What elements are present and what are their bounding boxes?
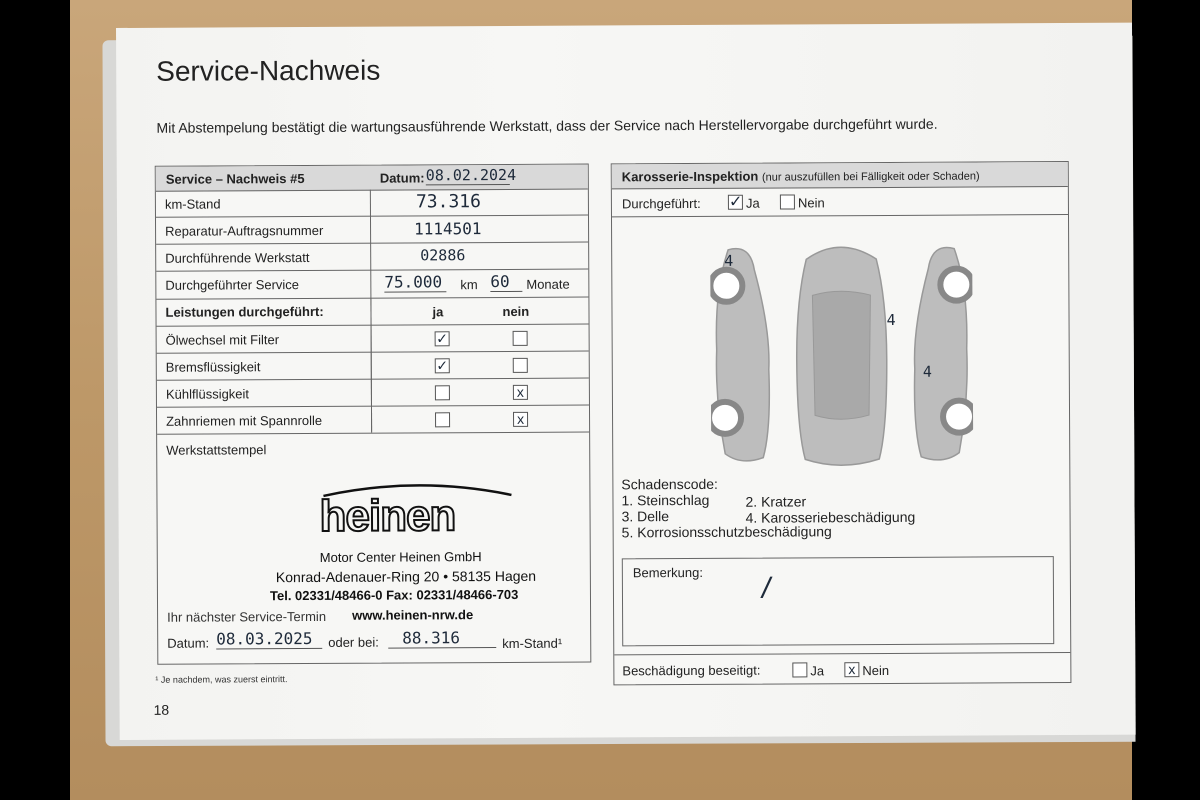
- months-label: Monate: [526, 276, 570, 292]
- stamp-phone: Tel. 02331/48466-0 Fax: 02331/48466-703: [269, 586, 519, 604]
- km-label: km-Stand: [164, 196, 221, 212]
- date-value: 08.02.2024: [425, 165, 517, 185]
- done-nein-label: Nein: [797, 195, 825, 211]
- body-inspection-box: [611, 161, 1072, 685]
- ja-checkbox[interactable]: ✓: [436, 330, 449, 347]
- nein-checkbox[interactable]: x: [513, 385, 528, 400]
- km-value: 73.316: [415, 191, 482, 213]
- service-item-label: Ölwechsel mit Filter: [165, 332, 280, 348]
- damage-mark: 4: [886, 310, 896, 329]
- oder-bei-label: oder bei:: [328, 634, 379, 650]
- ja-header: ja: [432, 304, 444, 320]
- damage-code-item: 3. Delle: [621, 508, 670, 525]
- table-row: [157, 325, 589, 354]
- fixed-label: Beschädigung beseitigt:: [622, 662, 761, 679]
- table-row: [156, 216, 588, 245]
- ja-checkbox[interactable]: [435, 385, 450, 400]
- background-right: [1132, 0, 1200, 800]
- table-row: [156, 189, 588, 218]
- next-date-value: 08.03.2025: [216, 629, 322, 650]
- done-row: [612, 186, 1068, 217]
- remark-value: /: [758, 572, 775, 603]
- date-label: Datum:: [379, 170, 425, 186]
- car-top-view: [796, 247, 887, 465]
- done-nein-checkbox[interactable]: [780, 194, 795, 209]
- service-km-value: 75.000: [384, 272, 446, 292]
- nein-checkbox[interactable]: [513, 358, 528, 373]
- car-diagram: [710, 239, 973, 470]
- done-ja-checkbox[interactable]: ✓: [728, 193, 743, 211]
- service-item-label: Kühlflüssigkeit: [165, 386, 250, 402]
- intro-text: Mit Abstempelung bestätigt die wartungsausführende Werkstatt, dass der Service nach Herstellervorgabe durchgeführt wurde.: [156, 115, 938, 136]
- damage-mark: 4: [724, 251, 734, 270]
- done-label: Durchgeführt:: [621, 195, 701, 212]
- table-row: [156, 243, 588, 272]
- service-item-label: Zahnriemen mit Spannrolle: [166, 412, 323, 429]
- stamp-address: Konrad-Adenauer-Ring 20 • 58135 Hagen: [275, 567, 537, 586]
- fixed-ja-checkbox[interactable]: [792, 662, 807, 677]
- stamp-website: www.heinen-nrw.de: [352, 607, 474, 623]
- footnote: ¹ Je nachdem, was zuerst eintritt.: [155, 674, 288, 685]
- damage-code-item: 2. Kratzer: [745, 493, 807, 510]
- nein-checkbox[interactable]: [513, 331, 528, 346]
- workshop-label: Durchführende Werkstatt: [165, 249, 310, 266]
- next-km-value: 88.316: [388, 628, 496, 649]
- damage-code-item: 4. Karosseriebeschädigung: [745, 508, 916, 526]
- background-left: [0, 0, 70, 800]
- km-stand-label: km-Stand¹: [502, 635, 563, 651]
- service-record-table: [155, 164, 592, 665]
- workshop-value: 02886: [420, 246, 466, 265]
- ja-checkbox[interactable]: [435, 412, 450, 427]
- table-row: [156, 270, 588, 300]
- service-item-label: Bremsflüssigkeit: [165, 359, 261, 375]
- ja-checkbox[interactable]: ✓: [436, 357, 449, 374]
- nein-checkbox[interactable]: x: [513, 412, 528, 427]
- fixed-row: [614, 652, 1070, 685]
- damage-codes-title: Schadenscode:: [621, 475, 718, 493]
- services-header: Leistungen durchgeführt:: [165, 303, 324, 320]
- fixed-nein-label: Nein: [862, 662, 890, 679]
- next-service-label: Ihr nächster Service-Termin: [167, 608, 327, 625]
- car-left-side: [710, 248, 770, 461]
- service-record-title: Service – Nachweis #5: [165, 171, 305, 187]
- service-record-header: [156, 165, 588, 192]
- remark-label: Bemerkung:: [632, 564, 703, 581]
- nein-header: nein: [502, 303, 530, 319]
- fixed-ja-label: Ja: [810, 663, 825, 679]
- page-title: Service-Nachweis: [156, 54, 381, 87]
- km-unit-label: km: [460, 277, 478, 293]
- order-number-label: Reparatur-Auftragsnummer: [165, 222, 324, 239]
- damage-code-item: 1. Steinschlag: [621, 491, 710, 509]
- document-page: [116, 23, 1136, 740]
- table-row: [157, 379, 589, 408]
- stamp-logo: heinen: [319, 491, 456, 541]
- fixed-nein-checkbox[interactable]: x: [844, 662, 859, 677]
- body-inspection-subtitle: (nur auszufüllen bei Fälligkeit oder Schaden): [761, 170, 980, 184]
- order-number-value: 1114501: [414, 219, 482, 239]
- body-inspection-title: Karosserie-Inspektion (nur auszufüllen bei Fälligkeit oder Schaden): [621, 168, 980, 185]
- remark-field[interactable]: [622, 556, 1054, 646]
- done-ja-label: Ja: [745, 195, 760, 211]
- table-row: [157, 352, 589, 381]
- page-number: 18: [153, 701, 170, 718]
- table-row: [157, 406, 589, 435]
- table-row: [156, 298, 588, 327]
- service-label: Durchgeführter Service: [165, 277, 300, 293]
- workshop-stamp-label: Werkstattstempel: [166, 442, 267, 458]
- next-date-label: Datum:: [167, 635, 210, 651]
- body-inspection-header: [612, 162, 1068, 189]
- damage-code-item: 5. Korrosionsschutzbeschädigung: [621, 523, 832, 541]
- months-value: 60: [490, 272, 522, 292]
- stamp-company: Motor Center Heinen GmbH: [319, 549, 482, 565]
- car-right-side: [914, 247, 974, 460]
- damage-mark: 4: [922, 362, 932, 381]
